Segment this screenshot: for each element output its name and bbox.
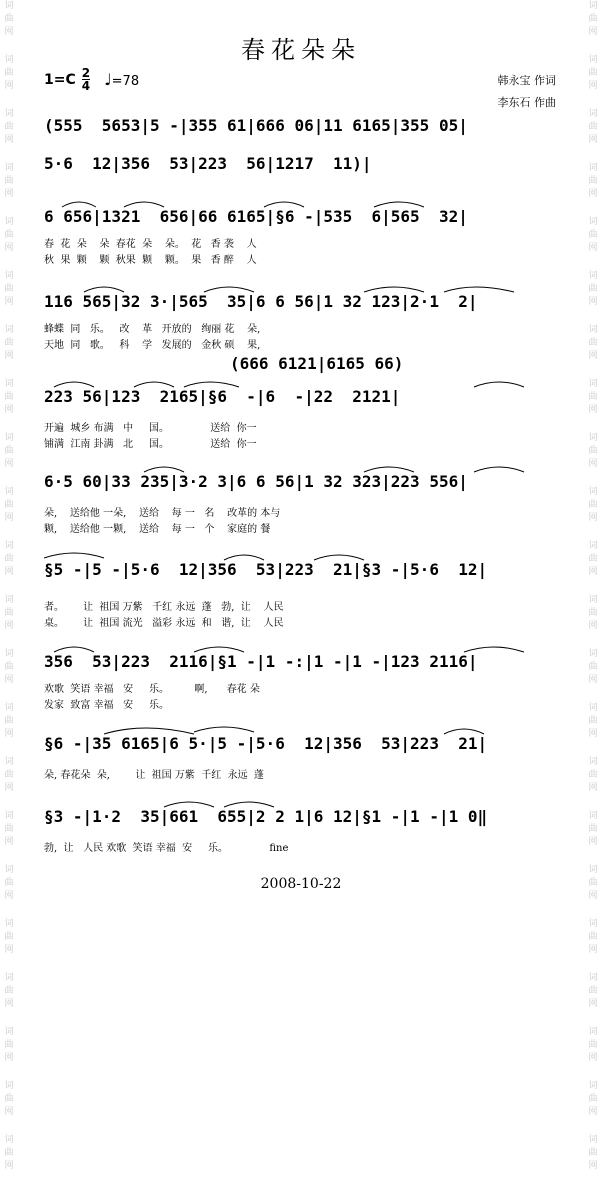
watermark-char: 网 (4, 1107, 14, 1117)
credits (498, 70, 557, 114)
watermark-gap (586, 849, 600, 864)
watermark-char: 网 (4, 459, 14, 469)
watermark-char: 网 (588, 459, 598, 469)
watermark-char: 网 (588, 621, 598, 631)
watermark-char: 曲 (588, 500, 598, 510)
watermark-char: 曲 (588, 608, 598, 618)
watermark-char: 网 (588, 189, 598, 199)
watermark-char: 网 (588, 1107, 598, 1117)
watermark-char: 曲 (4, 338, 14, 348)
watermark-strip-right (586, 0, 600, 1171)
watermark-char: 网 (588, 999, 598, 1009)
lyrics-line-1: 朵, 送给他 一朵, 送给 每 一 名 改革的 本与 (44, 508, 281, 519)
watermark-char: 网 (4, 405, 14, 415)
watermark-gap (2, 579, 16, 594)
watermark-strip-left (2, 0, 16, 1171)
watermark-gap (586, 795, 600, 810)
watermark-char: 网 (588, 891, 598, 901)
watermark-char: 词 (4, 649, 14, 659)
watermark-char: 曲 (4, 662, 14, 672)
watermark-char: 曲 (588, 932, 598, 942)
watermark-gap (2, 201, 16, 216)
watermark-gap (586, 633, 600, 648)
watermark-char: 曲 (4, 608, 14, 618)
watermark-gap (586, 93, 600, 108)
watermark-char: 曲 (588, 1094, 598, 1104)
watermark-char: 词 (4, 1135, 14, 1145)
watermark-char: 网 (588, 297, 598, 307)
watermark-char: 词 (588, 595, 598, 605)
watermark-char: 网 (588, 1053, 598, 1063)
watermark-char: 词 (588, 433, 598, 443)
watermark-char: 词 (4, 217, 14, 227)
watermark-char: 词 (588, 1135, 598, 1145)
watermark-char: 曲 (4, 500, 14, 510)
watermark-char: 词 (4, 55, 14, 65)
watermark-char: 网 (4, 81, 14, 91)
watermark-char: 词 (588, 757, 598, 767)
watermark-char: 网 (4, 945, 14, 955)
watermark-gap (2, 417, 16, 432)
watermark-char: 曲 (4, 554, 14, 564)
watermark-char: 词 (588, 703, 598, 713)
watermark-char: 网 (588, 243, 598, 253)
watermark-char: 网 (588, 945, 598, 955)
watermark-char: 曲 (4, 1148, 14, 1158)
watermark-char: 曲 (4, 14, 14, 24)
watermark-char: 曲 (588, 392, 598, 402)
key-signature: 1=C (44, 71, 76, 88)
watermark-char: 曲 (4, 932, 14, 942)
watermark-char: 网 (588, 27, 598, 37)
watermark-gap (2, 687, 16, 702)
watermark-char: 词 (588, 55, 598, 65)
watermark-gap (586, 687, 600, 702)
watermark-gap (2, 1011, 16, 1026)
watermark-char: 网 (4, 567, 14, 577)
watermark-gap (586, 1173, 600, 1188)
watermark-gap (586, 579, 600, 594)
quarter-note-icon: ♩ (104, 70, 112, 89)
watermark-char: 词 (4, 109, 14, 119)
watermark-char: 词 (4, 163, 14, 173)
lyrics-line-1: 春 花 朵 朵 春花 朵 朵。 花 香 袭 人 (44, 239, 257, 250)
watermark-char: 词 (588, 217, 598, 227)
lyrics-line-1: 朵, 春花朵 朵, 让 祖国 万紫 千红 永远 蓬 (44, 770, 264, 781)
watermark-char: 曲 (588, 1040, 598, 1050)
score-row-interlude (230, 352, 430, 376)
watermark-gap (586, 309, 600, 324)
lyrics-line-2: 铺满 江南 卦满 北 国。 送给 你一 (44, 439, 257, 450)
watermark-gap (2, 1119, 16, 1134)
score-row (44, 375, 534, 450)
watermark-gap (2, 255, 16, 270)
watermark-gap (586, 525, 600, 540)
watermark-gap (2, 903, 16, 918)
watermark-char: 词 (588, 325, 598, 335)
watermark-char: 曲 (588, 824, 598, 834)
watermark-char: 曲 (588, 554, 598, 564)
lyrics-line-2: 桌。 让 祖国 流光 溢彩 永远 和 谐, 让 人民 (44, 618, 284, 629)
watermark-char: 网 (588, 351, 598, 361)
watermark-gap (586, 741, 600, 756)
score-notes: 6·5 60|33 235|3·2 3|6 6 56|1 32 323|223 556| (44, 472, 468, 491)
watermark-char: 网 (4, 189, 14, 199)
score-notes: §6 -|35 6165|6 5·|5 -|5·6 12|356 53|223 21| (44, 734, 488, 753)
lyrics-line-1: 开遍 城乡 布满 中 国。 送给 你一 (44, 423, 257, 434)
watermark-char: 网 (588, 783, 598, 793)
watermark-char: 词 (588, 541, 598, 551)
watermark-gap (2, 795, 16, 810)
watermark-char: 词 (588, 271, 598, 281)
watermark-gap (2, 633, 16, 648)
watermark-char: 曲 (4, 716, 14, 726)
watermark-char: 曲 (4, 392, 14, 402)
score-row (44, 640, 534, 715)
date-stamp: 2008-10-22 (260, 876, 342, 892)
watermark-gap (586, 471, 600, 486)
meter-bottom: 4 (81, 79, 91, 93)
tempo-marking (104, 70, 139, 89)
watermark-char: 网 (4, 729, 14, 739)
watermark-char: 词 (588, 1081, 598, 1091)
watermark-char: 曲 (588, 716, 598, 726)
key-signature-block (44, 67, 139, 92)
watermark-char: 曲 (588, 986, 598, 996)
composer-credit: 李东石 作曲 (497, 96, 556, 109)
watermark-char: 网 (588, 405, 598, 415)
watermark-gap (586, 417, 600, 432)
watermark-char: 网 (588, 567, 598, 577)
watermark-char: 网 (588, 135, 598, 145)
watermark-char: 词 (4, 1081, 14, 1091)
watermark-gap (2, 849, 16, 864)
watermark-char: 网 (4, 837, 14, 847)
lyrics-line-2: 天地 同 歌。 科 学 发展的 金秋 硕 果, (44, 340, 261, 351)
watermark-char: 曲 (4, 1094, 14, 1104)
watermark-char: 词 (588, 919, 598, 929)
watermark-char: 词 (4, 595, 14, 605)
watermark-char: 词 (588, 1027, 598, 1037)
watermark-gap (2, 1173, 16, 1188)
watermark-gap (2, 147, 16, 162)
watermark-char: 词 (588, 487, 598, 497)
watermark-char: 曲 (588, 878, 598, 888)
watermark-char: 曲 (4, 878, 14, 888)
meter-top: 2 (81, 66, 91, 80)
watermark-char: 曲 (4, 176, 14, 186)
watermark-char: 曲 (588, 770, 598, 780)
watermark-char: 曲 (588, 284, 598, 294)
tempo-value: =78 (111, 74, 140, 89)
watermark-char: 网 (4, 621, 14, 631)
watermark-char: 词 (4, 325, 14, 335)
watermark-char: 曲 (588, 14, 598, 24)
watermark-char: 曲 (4, 122, 14, 132)
watermark-gap (586, 201, 600, 216)
watermark-char: 网 (4, 999, 14, 1009)
score-row (44, 150, 534, 190)
score-notes: 356 53|223 2116|§1 -|1 -:|1 -|1 -|123 2116| (44, 652, 478, 671)
watermark-gap (2, 471, 16, 486)
watermark-gap (2, 1065, 16, 1080)
score-row (44, 722, 534, 792)
watermark-char: 词 (4, 811, 14, 821)
watermark-char: 曲 (4, 986, 14, 996)
watermark-char: 曲 (588, 446, 598, 456)
watermark-char: 词 (588, 109, 598, 119)
watermark-char: 曲 (4, 68, 14, 78)
lyrics-line-1: 者。 让 祖国 万紫 千红 永远 蓬 勃, 让 人民 (44, 602, 284, 613)
watermark-char: 曲 (4, 284, 14, 294)
score-notes: 116 565|32 3·|565 35|6 6 56|1 32 123|2·1 2| (44, 292, 478, 311)
watermark-char: 词 (4, 865, 14, 875)
watermark-char: 词 (588, 973, 598, 983)
watermark-char: 曲 (588, 662, 598, 672)
watermark-char: 网 (4, 243, 14, 253)
watermark-char: 曲 (588, 230, 598, 240)
lyrics-line-2: 秋 果 颗 颗 秋果 颗 颗。 果 香 醉 人 (44, 255, 257, 266)
score-row (44, 195, 534, 270)
watermark-char: 词 (4, 919, 14, 929)
watermark-char: 曲 (588, 68, 598, 78)
score-row (44, 460, 534, 535)
lyrics-line-1: 欢歌 笑语 幸福 安 乐。 啊, 春花 朵 (44, 684, 260, 695)
watermark-char: 词 (4, 1, 14, 11)
watermark-char: 曲 (588, 122, 598, 132)
watermark-char: 网 (4, 351, 14, 361)
watermark-char: 网 (4, 891, 14, 901)
song-title: 春花朵朵 (241, 36, 361, 64)
watermark-char: 曲 (4, 770, 14, 780)
lyrics-line-2: 发家 致富 幸福 安 乐。 (44, 700, 169, 711)
watermark-char: 词 (588, 811, 598, 821)
watermark-char: 曲 (588, 338, 598, 348)
watermark-gap (2, 525, 16, 540)
watermark-char: 词 (4, 973, 14, 983)
watermark-char: 词 (4, 487, 14, 497)
lyrics-line-1: 勃, 让 人民 欢歌 笑语 幸福 安 乐。 fine (44, 843, 289, 854)
watermark-char: 曲 (588, 1148, 598, 1158)
watermark-gap (586, 147, 600, 162)
watermark-gap (586, 1011, 600, 1026)
score-row (44, 548, 534, 638)
watermark-char: 词 (588, 163, 598, 173)
watermark-char: 网 (4, 135, 14, 145)
watermark-char: 词 (588, 379, 598, 389)
score-notes: (666 6121|6165 66) (230, 354, 404, 373)
watermark-gap (2, 93, 16, 108)
watermark-char: 曲 (588, 176, 598, 186)
lyrics-line-1: 蜂蝶 同 乐。 改 革 开放的 绚丽 花 朵, (44, 324, 261, 335)
score-notes: 5·6 12|356 53|223 56|1217 11)| (44, 154, 372, 173)
watermark-char: 词 (4, 379, 14, 389)
watermark-char: 曲 (4, 446, 14, 456)
watermark-char: 词 (588, 1, 598, 11)
watermark-char: 曲 (4, 230, 14, 240)
watermark-char: 网 (588, 513, 598, 523)
watermark-gap (2, 957, 16, 972)
watermark-char: 词 (4, 433, 14, 443)
watermark-char: 网 (4, 675, 14, 685)
score-notes: (555 5653|5 -|355 61|666 06|11 6165|355 05| (44, 116, 468, 135)
watermark-gap (586, 255, 600, 270)
watermark-char: 网 (588, 837, 598, 847)
watermark-char: 网 (4, 1161, 14, 1171)
score-row (44, 110, 534, 150)
score-notes: §3 -|1·2 35|661 655|2 2 1|6 12|§1 -|1 -|1 0‖ (44, 807, 488, 826)
watermark-char: 词 (4, 1027, 14, 1037)
watermark-char: 词 (588, 865, 598, 875)
watermark-gap (2, 741, 16, 756)
watermark-char: 网 (588, 729, 598, 739)
watermark-char: 词 (4, 541, 14, 551)
score-row (44, 280, 534, 355)
watermark-char: 网 (588, 675, 598, 685)
time-signature (82, 67, 90, 92)
watermark-char: 曲 (4, 824, 14, 834)
watermark-char: 词 (588, 649, 598, 659)
watermark-gap (2, 363, 16, 378)
lyricist-credit: 韩永宝 作词 (497, 74, 556, 87)
watermark-char: 网 (4, 27, 14, 37)
watermark-gap (586, 363, 600, 378)
watermark-gap (2, 309, 16, 324)
score-row (44, 795, 534, 865)
watermark-gap (586, 1065, 600, 1080)
watermark-char: 词 (4, 271, 14, 281)
watermark-char: 网 (4, 297, 14, 307)
watermark-char: 网 (588, 1161, 598, 1171)
watermark-gap (586, 903, 600, 918)
score-notes: 6 656|1321 656|66 6165|§6 -|535 6|565 32| (44, 207, 468, 226)
watermark-char: 曲 (4, 1040, 14, 1050)
watermark-char: 网 (4, 513, 14, 523)
lyrics-line-2: 颗, 送给他 一颗, 送给 每 一 个 家庭的 餐 (44, 524, 271, 535)
watermark-gap (586, 1119, 600, 1134)
watermark-char: 网 (4, 783, 14, 793)
score-notes: §5 -|5 -|5·6 12|356 53|223 21|§3 -|5·6 12| (44, 560, 488, 579)
watermark-char: 网 (588, 81, 598, 91)
watermark-char: 网 (4, 1053, 14, 1063)
watermark-char: 词 (4, 757, 14, 767)
score-notes: 223 56|123 2165|§6 -|6 -|22 2121| (44, 387, 401, 406)
watermark-char: 词 (4, 703, 14, 713)
watermark-gap (586, 957, 600, 972)
